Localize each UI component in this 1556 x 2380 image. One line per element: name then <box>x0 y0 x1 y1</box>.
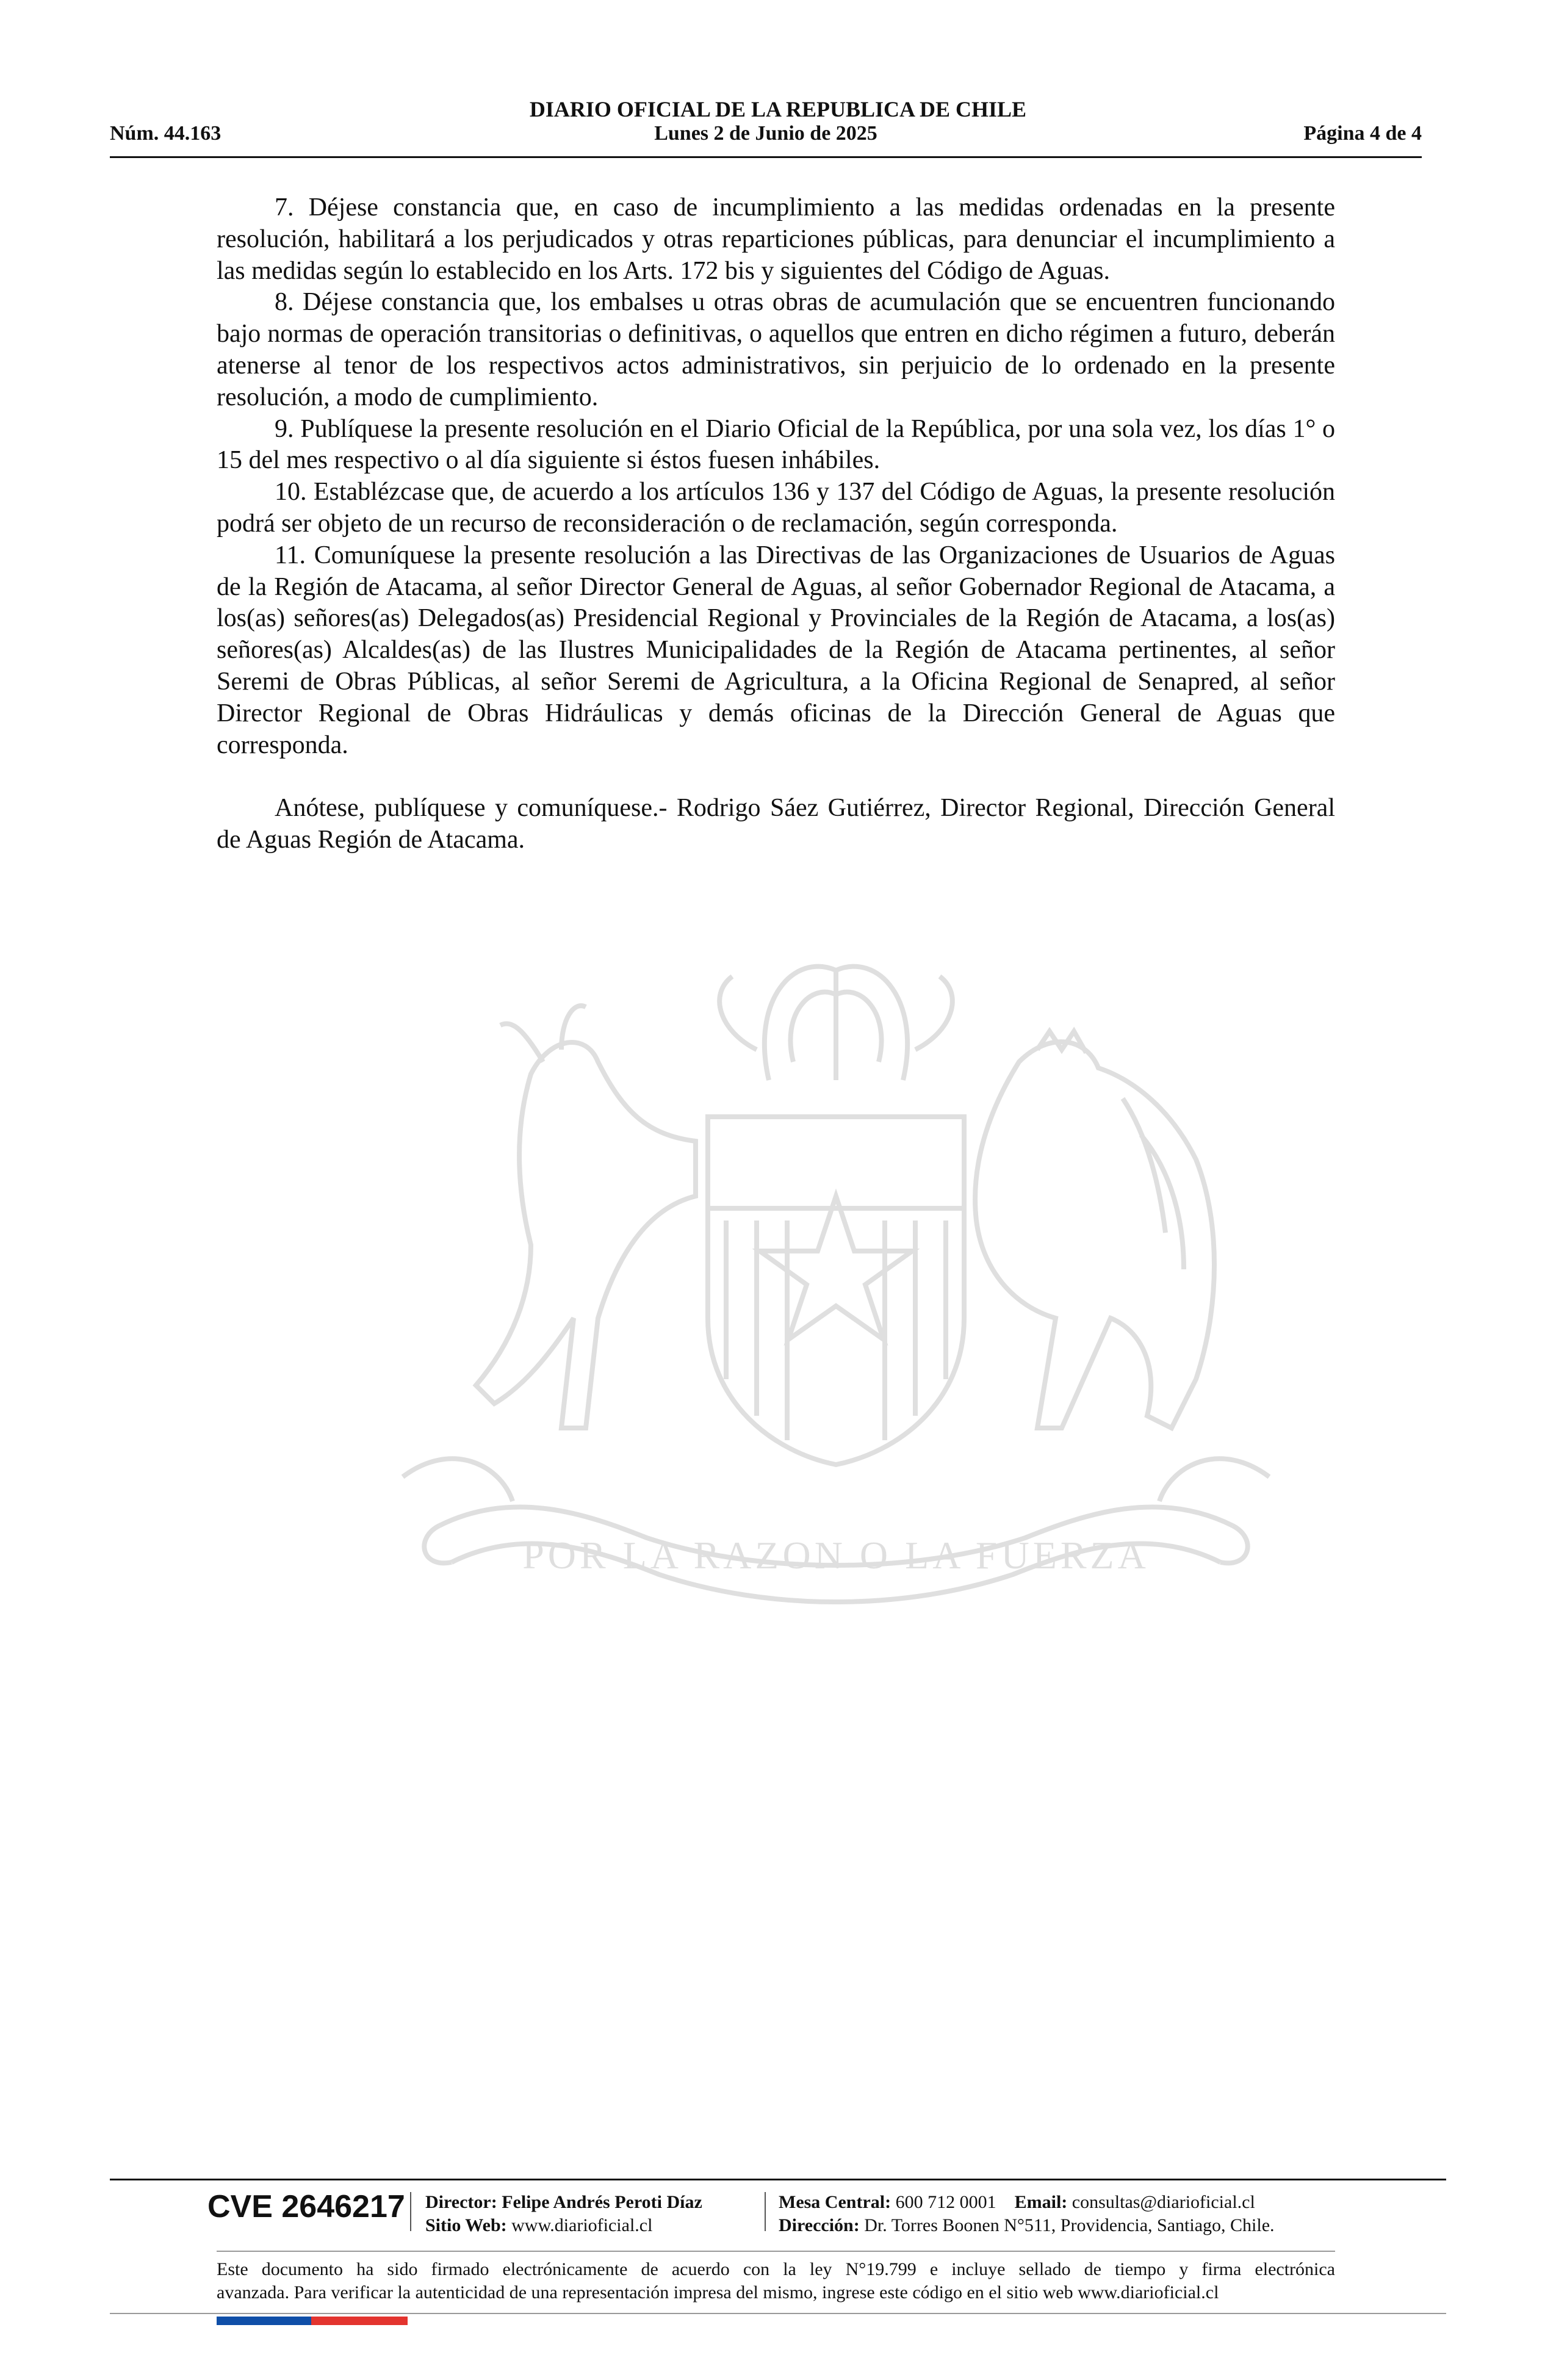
flag-stripe-blue <box>217 2317 311 2325</box>
director-name: Felipe Andrés Peroti Díaz <box>502 2192 702 2212</box>
footer-contact-block <box>779 2191 1275 2237</box>
coat-of-arms-motto: POR LA RAZON O LA FUERZA <box>522 1534 1150 1577</box>
flag-stripe-red <box>311 2317 408 2325</box>
coat-of-arms-watermark <box>330 879 1342 1672</box>
footer-separator <box>410 2192 411 2231</box>
electronic-signature-notice <box>217 2258 1335 2304</box>
footer-separator <box>765 2192 766 2231</box>
footer-divider-top <box>110 2179 1446 2180</box>
closing-signature: Anótese, publíquese y comuníquese.- Rodrigo Sáez Gutiérrez, Director Regional, Dirección General de Aguas Región de Atacama. <box>217 794 1335 854</box>
document-body <box>217 192 1335 856</box>
header-divider <box>110 156 1422 158</box>
address-label: Dirección: <box>779 2215 860 2235</box>
footer-director-block <box>425 2191 702 2237</box>
website-link[interactable]: www.diarioficial.cl <box>511 2215 653 2235</box>
footer-divider-bottom <box>110 2313 1446 2314</box>
paragraph-11: 11. Comuníquese la presente resolución a las Directivas de las Organizaciones de Usuarios de Aguas de la Región de Atacama, al señor Director General de Aguas, al señor Gobernador Regional de Atacama, a los(as) señores(as) Delegados(as) Presidencial Regional y Provinciales de la Región de Atacama, a los(as) señores(as) Alcaldes(as) de las Ilustres Municipalidades de la Región de Atacama pertinentes, al señor Seremi de Obras Públicas, al señor Seremi de Agricultura, a la Oficina Regional de Senapred, al señor Director Regional de Obras Hidráulicas y demás oficinas de la Dirección General de Aguas que corresponda. <box>217 541 1335 759</box>
website-label: Sitio Web: <box>425 2215 507 2235</box>
issue-date: Lunes 2 de Junio de 2025 <box>654 122 877 145</box>
central-label: Mesa Central: <box>779 2192 891 2212</box>
header-row <box>110 122 1422 149</box>
email-link[interactable]: consultas@diarioficial.cl <box>1072 2192 1255 2212</box>
paragraph-10: 10. Establézcase que, de acuerdo a los artículos 136 y 137 del Código de Aguas, la presente resolución podrá ser objeto de un recurso de reconsideración o de reclamación, según corresponda. <box>217 478 1335 538</box>
email-label: Email: <box>1014 2192 1068 2212</box>
notice-line-2: avanzada. Para verificar la autenticidad de una representación impresa del mismo, ingrese este código en el sitio web www.diarioficial.cl <box>217 2282 1219 2302</box>
paragraph-9: 9. Publíquese la presente resolución en el Diario Oficial de la República, por una sola vez, los días 1° o 15 del mes respectivo o al día siguiente si éstos fuesen inhábiles. <box>217 414 1335 475</box>
paragraph-8: 8. Déjese constancia que, los embalses u otras obras de acumulación que se encuentren funcionando bajo normas de operación transitorias o definitivas, o aquellos que entren en dicho régimen a futuro, deberán atenerse al tenor de los respectivos actos administrativos, sin perjuicio de lo ordenado en la presente resolución, a modo de cumplimiento. <box>217 288 1335 411</box>
publication-title: DIARIO OFICIAL DE LA REPUBLICA DE CHILE <box>529 97 1027 121</box>
paragraph-7: 7. Déjese constancia que, en caso de incumplimiento a las medidas ordenadas en la presente resolución, habilitará a los perjudicados y otras reparticiones públicas, para denunciar el incumplimiento a las medidas según lo establecido en los Arts. 172 bis y siguientes del Código de Aguas. <box>217 193 1335 285</box>
cve-code: CVE 2646217 <box>207 2189 405 2224</box>
notice-line-1: Este documento ha sido firmado electrónicamente de acuerdo con la ley N°19.799 e incluye sellado de tiempo y firma electrónica <box>217 2259 1335 2279</box>
director-label: Director: <box>425 2192 497 2212</box>
issue-number: Núm. 44.163 <box>110 122 222 145</box>
address-value: Dr. Torres Boonen N°511, Providencia, Santiago, Chile. <box>864 2215 1275 2235</box>
footer-divider-mid <box>217 2251 1335 2252</box>
page-number: Página 4 de 4 <box>1303 122 1422 145</box>
central-phone: 600 712 0001 <box>895 2192 996 2212</box>
